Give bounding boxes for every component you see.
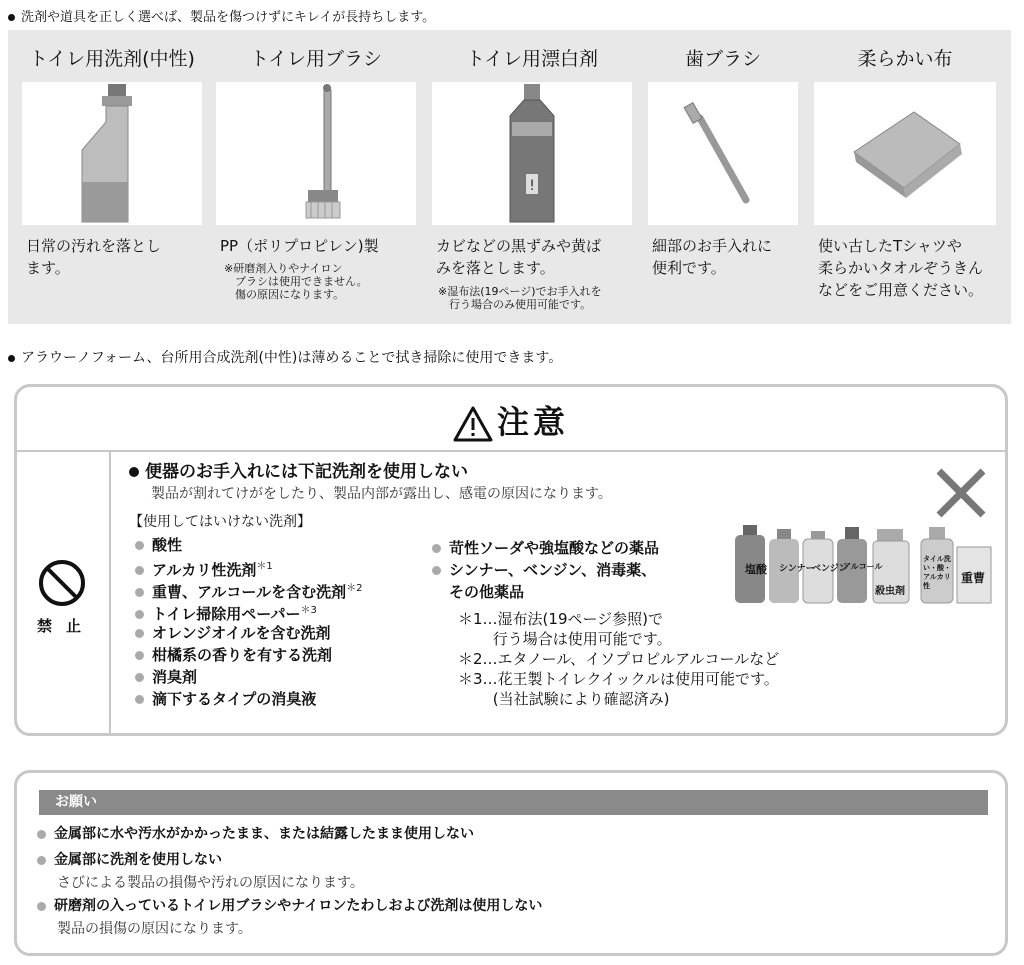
list-item-text: 滴下するタイプの消臭液 bbox=[152, 690, 317, 708]
unusable-list-left bbox=[135, 534, 362, 710]
list-item bbox=[135, 644, 362, 666]
bottle-label: 殺虫剤 bbox=[875, 586, 905, 597]
tool-brush bbox=[216, 30, 416, 324]
tool-note: ※湿布法(19ページ)でお手入れを 行う場合のみ使用可能です。 bbox=[438, 285, 602, 311]
request-sub: 製品の損傷の原因になります。 bbox=[57, 921, 252, 937]
request-title: お願い bbox=[39, 790, 988, 815]
tool-toothbrush bbox=[648, 30, 798, 324]
tool-desc: 日常の汚れを落とし ます。 bbox=[26, 237, 162, 277]
bullet-icon bbox=[129, 467, 139, 477]
caution-title-text: 注意 bbox=[496, 403, 569, 441]
dilute-text: アラウーノフォーム、台所用合成洗剤(中性)は薄めることで拭き掃除に使用できます。 bbox=[21, 350, 563, 366]
tool-cleaner bbox=[22, 30, 202, 324]
footnote: ＊1…湿布法(19ページ参照)で bbox=[458, 610, 664, 628]
toilet-brush-illustration bbox=[216, 82, 416, 225]
warning-icon bbox=[453, 406, 493, 442]
list-item bbox=[135, 688, 362, 710]
list-item-text: シンナー、ベンジン、消毒薬、 bbox=[449, 561, 657, 579]
list-item-text: トイレ掃除用ペーパー bbox=[152, 605, 301, 623]
bullet-icon bbox=[432, 544, 441, 553]
bullet-icon bbox=[135, 673, 144, 682]
tool-cloth bbox=[814, 30, 996, 324]
list-item-text: 柑橘系の香りを有する洗剤 bbox=[152, 646, 333, 664]
intro-text: 洗剤や道具を正しく選べば、製品を傷つけずにキレイが長持ちします。 bbox=[21, 10, 436, 25]
tool-note: ※研磨剤入りやナイロン ブラシは使用できません。 傷の原因になります。 bbox=[224, 262, 368, 301]
tools-panel bbox=[8, 30, 1011, 324]
list-item bbox=[432, 581, 659, 603]
prohibit-icon bbox=[37, 558, 87, 608]
footnote: ＊3…花王製トイレクイックルは使用可能です。 bbox=[458, 670, 779, 688]
bullet-icon bbox=[135, 610, 144, 619]
tool-desc: 細部のお手入れに 便利です。 bbox=[652, 237, 773, 277]
caution-heading-text: 便器のお手入れには下記洗剤を使用しない bbox=[145, 462, 468, 482]
list-item bbox=[432, 559, 659, 581]
prohibited-x-icon bbox=[933, 465, 989, 521]
caution-heading bbox=[129, 457, 468, 482]
neutral-cleaner-illustration bbox=[22, 82, 202, 225]
request-box bbox=[14, 770, 1008, 956]
bullet-icon bbox=[37, 830, 46, 839]
svg-text:!: ! bbox=[529, 178, 535, 194]
list-item-text: オレンジオイルを含む洗剤 bbox=[152, 624, 331, 642]
intro-line bbox=[8, 6, 435, 25]
list-item-text: その他薬品 bbox=[449, 583, 525, 601]
footnote: (当社試験により確認済み) bbox=[458, 690, 670, 708]
toothbrush-illustration bbox=[648, 82, 798, 225]
tool-desc: 使い古したTシャツや 柔らかいタオルぞうきん などをご用意ください。 bbox=[818, 237, 984, 299]
tool-desc: カビなどの黒ずみや黄ば みを落とします。 bbox=[436, 237, 602, 277]
bullet-icon bbox=[135, 695, 144, 704]
request-item bbox=[37, 895, 542, 915]
list-item bbox=[432, 537, 659, 559]
bleach-bottle-illustration bbox=[432, 82, 632, 225]
bottle-label: アルコール bbox=[843, 562, 883, 571]
bottle-label: 重曹 bbox=[961, 571, 986, 585]
bottle-label: タイル洗い・酸・アルカリ性 bbox=[923, 555, 951, 590]
caution-sub: 製品が割れてけがをしたり、製品内部が露出し、感電の原因になります。 bbox=[151, 486, 612, 502]
request-item bbox=[37, 849, 222, 869]
request-item-text: 金属部に水や汚水がかかったまま、または結露したまま使用しない bbox=[54, 826, 474, 842]
footnote: 行う場合は使用可能です。 bbox=[458, 630, 672, 648]
tool-title: 柔らかい布 bbox=[857, 48, 953, 70]
tool-title: トイレ用ブラシ bbox=[249, 48, 383, 70]
footnote-marker: ＊3 bbox=[300, 605, 317, 616]
bullet-icon bbox=[8, 355, 15, 362]
request-sub: さびによる製品の損傷や汚れの原因になります。 bbox=[57, 875, 364, 891]
bullet-icon bbox=[37, 902, 46, 911]
request-item bbox=[37, 823, 474, 843]
bullet-icon bbox=[135, 566, 144, 575]
list-item bbox=[135, 666, 362, 688]
bullet-icon bbox=[135, 588, 144, 597]
bullet-icon bbox=[135, 629, 144, 638]
bottle-label: ベンジン bbox=[812, 564, 848, 574]
tool-title: トイレ用洗剤(中性) bbox=[29, 48, 195, 70]
bullet-icon bbox=[8, 14, 15, 21]
list-item-text: 消臭剤 bbox=[152, 668, 198, 686]
prohibit-label: 禁止 bbox=[37, 617, 96, 635]
dilute-note bbox=[8, 347, 562, 367]
list-item bbox=[135, 534, 362, 556]
list-item bbox=[135, 600, 362, 622]
caution-title bbox=[17, 397, 1005, 443]
footnote-marker: ＊1 bbox=[256, 561, 273, 572]
footnotes bbox=[458, 609, 779, 709]
list-item-text: 酸性 bbox=[152, 536, 183, 554]
bullet-icon bbox=[135, 541, 144, 550]
divider bbox=[109, 452, 111, 734]
bullet-icon bbox=[37, 856, 46, 865]
tool-desc: PP（ポリプロピレン)製 bbox=[220, 237, 379, 255]
soft-cloth-illustration bbox=[814, 82, 996, 225]
list-item-text: 重曹、アルコールを含む洗剤 bbox=[152, 583, 347, 601]
list-item-text: 苛性ソーダや強塩酸などの薬品 bbox=[449, 539, 660, 557]
footnote: ＊2…エタノール、イソプロピルアルコールなど bbox=[458, 650, 780, 668]
divider bbox=[17, 450, 1005, 452]
unusable-label: 【使用してはいけない洗剤】 bbox=[129, 514, 311, 530]
tool-title: 歯ブラシ bbox=[684, 48, 761, 70]
request-item-text: 金属部に洗剤を使用しない bbox=[54, 852, 222, 868]
list-item bbox=[135, 578, 362, 600]
bottle-label: シンナー bbox=[779, 564, 815, 574]
list-item-text: アルカリ性洗剤 bbox=[152, 561, 257, 579]
list-item bbox=[135, 556, 362, 578]
bullet-icon bbox=[135, 651, 144, 660]
tool-title: トイレ用漂白剤 bbox=[465, 48, 599, 70]
caution-box bbox=[14, 384, 1008, 736]
footnote-marker: ＊2 bbox=[346, 583, 363, 594]
bottle-label: 塩酸 bbox=[745, 563, 767, 576]
tool-bleach bbox=[432, 30, 632, 324]
bullet-icon bbox=[432, 566, 441, 575]
list-item bbox=[135, 622, 362, 644]
request-item-text: 研磨剤の入っているトイレ用ブラシやナイロンたわしおよび洗剤は使用しない bbox=[54, 898, 543, 914]
unusable-list-right bbox=[432, 537, 659, 603]
